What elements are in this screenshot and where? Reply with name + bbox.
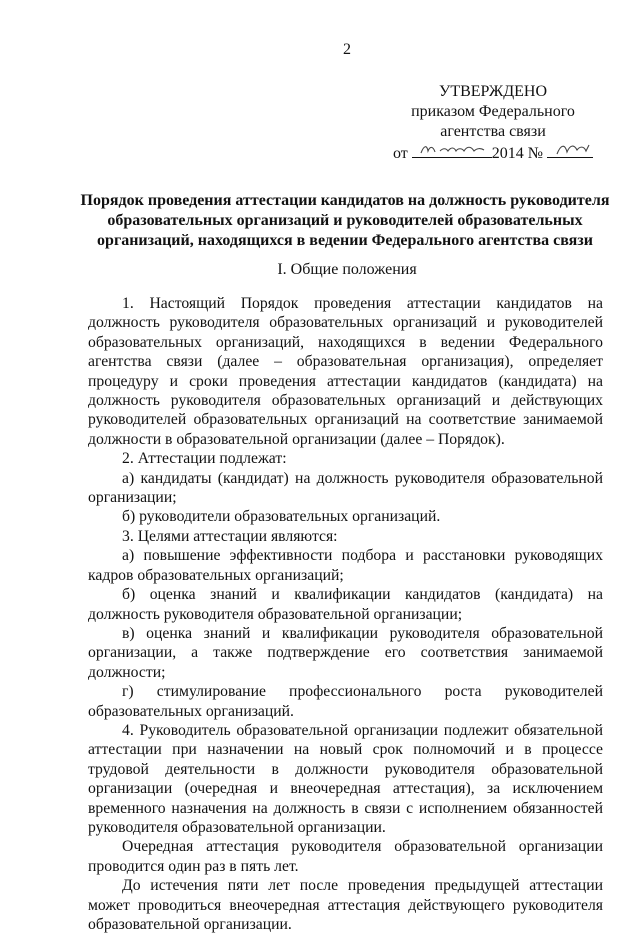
title-line-1: Порядок проведения аттестации кандидатов на должность руководителя xyxy=(80,192,610,209)
handwritten-number-field xyxy=(547,142,593,158)
handwritten-date-field xyxy=(412,142,492,158)
body-text xyxy=(88,294,603,934)
title-line-3: организаций, находящихся в ведении Федерального агентства связи xyxy=(97,232,593,249)
approval-line-1: приказом Федерального xyxy=(411,103,575,120)
page-number: 2 xyxy=(343,41,351,58)
paragraph-2: 2. Аттестации подлежат: xyxy=(122,450,287,468)
handwritten-number-signature xyxy=(553,142,593,156)
paragraph-5: Очередная аттестация руководителя образовательной организации проводится один раз в пять лет. xyxy=(88,838,603,875)
paragraph-3c: в) оценка знаний и квалификации руководителя образовательной организации, а также подтверждение его соответствия занимаемой должности; xyxy=(88,624,603,681)
paragraph-3b: б) оценка знаний и квалификации кандидатов (кандидата) на должность руководителя образовательной организации; xyxy=(88,586,603,623)
approval-stamp-block xyxy=(378,82,608,164)
approval-line-2: агентства связи xyxy=(440,123,546,140)
document-title xyxy=(76,191,614,251)
paragraph-3a: а) повышение эффективности подбора и расстановки руководящих кадров образовательных организаций; xyxy=(88,547,603,584)
approval-date-line xyxy=(378,142,608,164)
approval-heading: УТВЕРЖДЕНО xyxy=(438,83,547,100)
paragraph-3: 3. Целями аттестации являются: xyxy=(122,527,338,545)
paragraph-2a: а) кандидаты (кандидат) на должность руководителя образовательной организации; xyxy=(88,469,603,507)
paragraph-2b: б) руководители образовательных организаций. xyxy=(122,508,441,526)
handwritten-date-signature xyxy=(418,142,488,156)
paragraph-4: 4. Руководитель образовательной организации подлежит обязательной аттестации при назначении на новый срок полномочий и в процессе трудовой деятельности в должности руководителя образовательной организации (очередная и внеочередная аттестация), за исключением временного назначения на должность в связи с исполнением обязанностей руководителя образовательной организации. xyxy=(88,721,603,836)
approval-year-number: 2014 № xyxy=(491,145,544,162)
title-line-2: образовательных организаций и руководителей образовательных xyxy=(107,212,583,229)
approval-date-prefix: от xyxy=(392,145,408,162)
paragraph-1: 1. Настоящий Порядок проведения аттестации кандидатов на должность руководителя образовательных организаций и руководителей образовательных организаций, находящихся в ведении Федерального агентства связи (далее – образовательная организация), определяет процедуру и сроки проведения аттестации кандидатов (кандидата) на должность руководителя образовательных организаций и действующих руководителей образовательных организаций на соответствие занимаемой должности в образовательной организации (далее – Порядок). xyxy=(88,295,603,448)
section-heading: I. Общие положения xyxy=(277,261,417,278)
paragraph-6: До истечения пяти лет после проведения предыдущей аттестации может проводиться внеочередная аттестация действующего руководителя образовательной организации. xyxy=(88,877,603,933)
paragraph-3d: г) стимулирование профессионального роста руководителей образовательных организаций. xyxy=(88,683,603,720)
